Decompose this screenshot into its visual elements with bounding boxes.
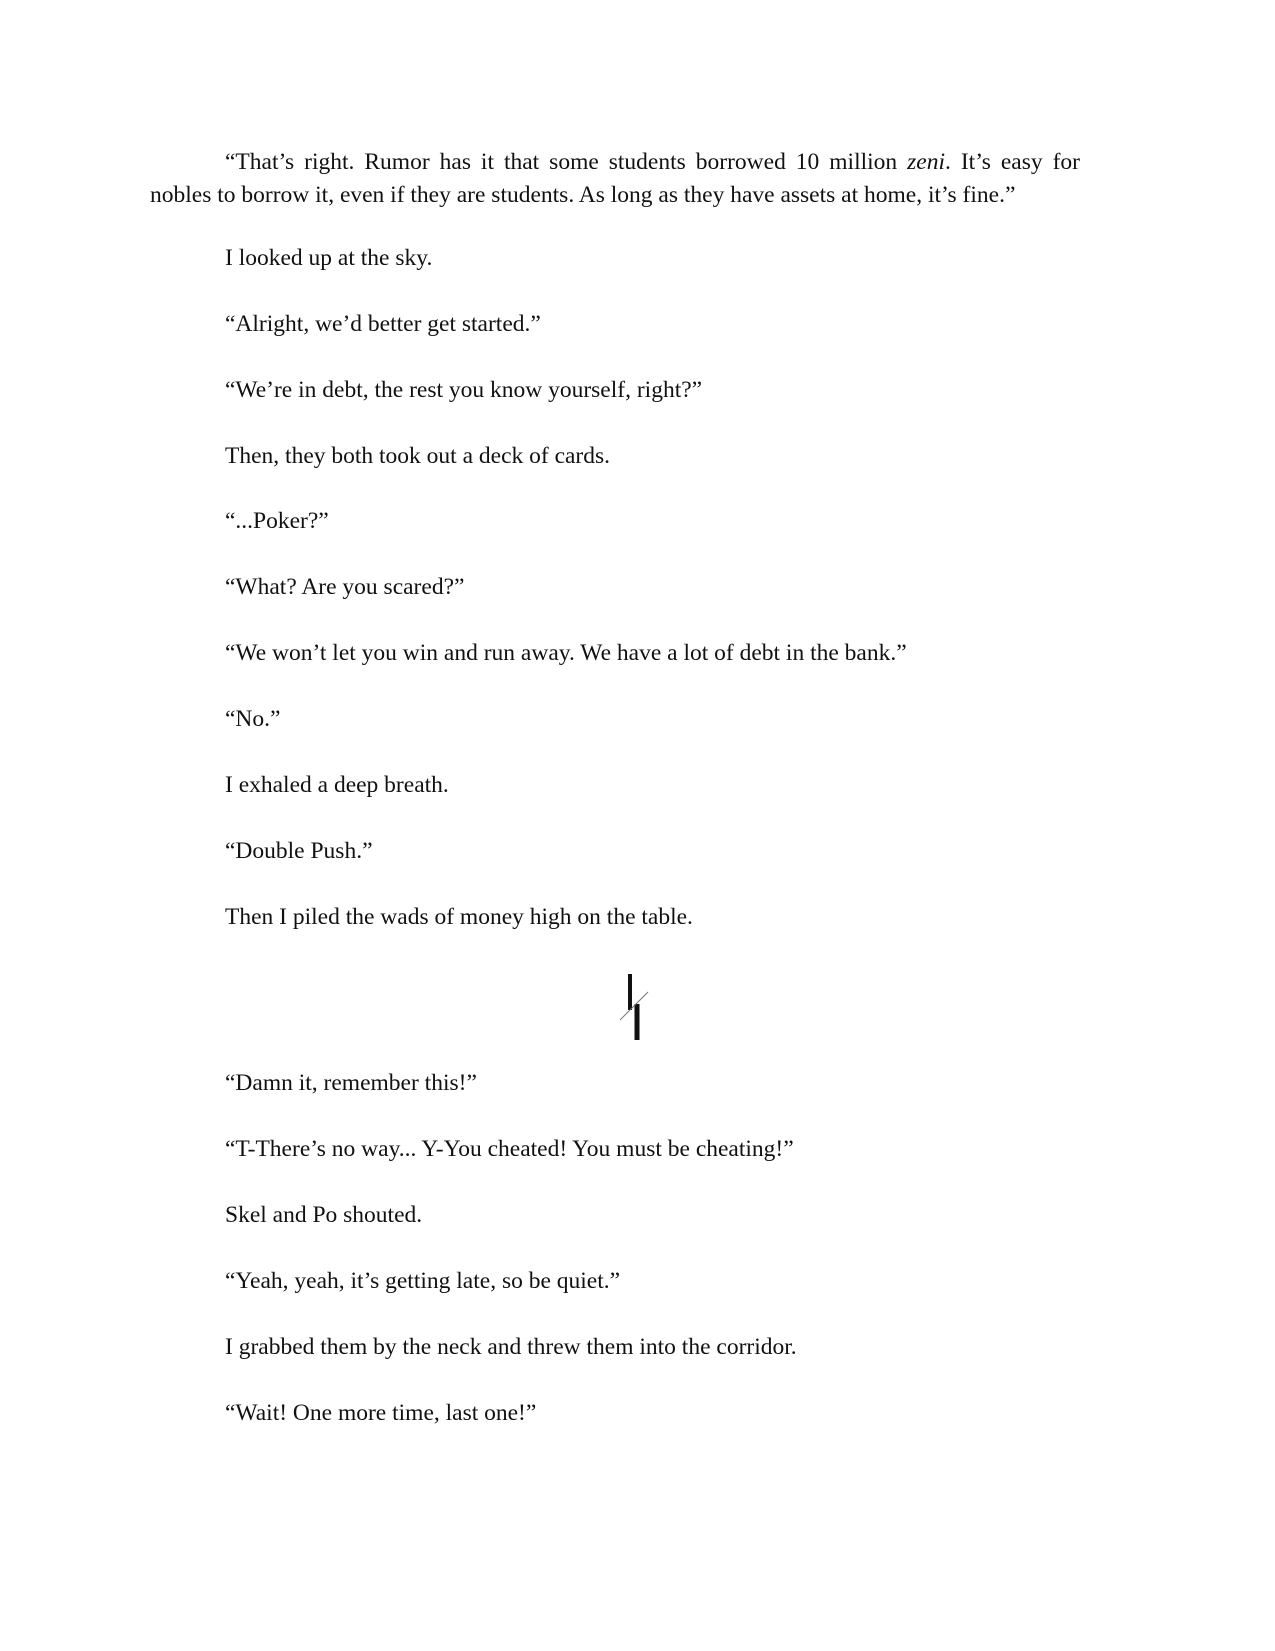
paragraph-12: Then I piled the wads of money high on the table. xyxy=(225,904,693,930)
paragraph-1-text-b: . It’s easy for nobles to borrow it, even if they are students. As long as they have assets at home, it’s fine.” xyxy=(150,149,1080,208)
paragraph-10: I exhaled a deep breath. xyxy=(225,772,449,798)
paragraph-9: “No.” xyxy=(225,706,281,732)
paragraph-5: Then, they both took out a deck of cards. xyxy=(225,443,611,469)
scene-break-icon xyxy=(618,972,658,1042)
paragraph-8: “We won’t let you win and run away. We have a lot of debt in the bank.” xyxy=(225,640,907,666)
paragraph-7: “What? Are you scared?” xyxy=(225,574,465,600)
paragraph-1-italic-word: zeni xyxy=(907,149,945,175)
paragraph-15: Skel and Po shouted. xyxy=(225,1202,423,1228)
paragraph-18: “Wait! One more time, last one!” xyxy=(225,1400,537,1426)
paragraph-2: I looked up at the sky. xyxy=(225,245,433,271)
paragraph-4: “We’re in debt, the rest you know yourself, right?” xyxy=(225,377,703,403)
paragraph-1 xyxy=(150,146,1080,212)
scene-break-ornament-icon xyxy=(618,972,658,1042)
paragraph-16: “Yeah, yeah, it’s getting late, so be quiet.” xyxy=(225,1268,621,1294)
paragraph-1-text-a: “That’s right. Rumor has it that some students borrowed 10 million xyxy=(225,149,908,175)
paragraph-14: “T-There’s no way... Y-You cheated! You must be cheating!” xyxy=(225,1136,794,1162)
paragraph-11: “Double Push.” xyxy=(225,838,373,864)
paragraph-3: “Alright, we’d better get started.” xyxy=(225,311,541,337)
paragraph-17: I grabbed them by the neck and threw them into the corridor. xyxy=(225,1334,797,1360)
paragraph-6: “...Poker?” xyxy=(225,508,329,534)
paragraph-13: “Damn it, remember this!” xyxy=(225,1070,477,1096)
